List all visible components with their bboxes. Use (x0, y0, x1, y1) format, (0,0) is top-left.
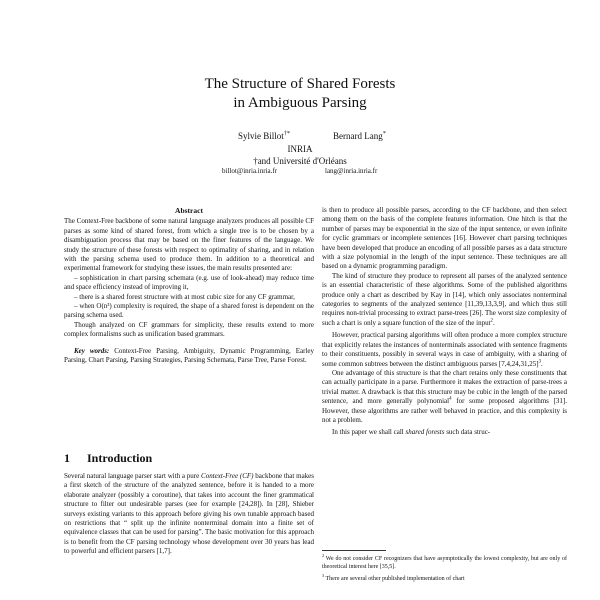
body-paragraph-3-text: However, practical parsing algorithms will often produce a more complex structure that explicitly relates the instances of nonterminals associated with sentence fragments to their constituents, possibly in several ways in case of ambiguity, with a sharing of some common subtrees between the distinct ambiguous parses [7,4,24,31,25] (322, 331, 567, 368)
author-1-mark: †* (283, 130, 291, 137)
introduction-paragraph-1 (64, 472, 314, 557)
body-paragraph-4 (322, 369, 567, 425)
paper-title-line-2: in Ambiguous Parsing (233, 95, 367, 111)
body-paragraph-4-end: for some proposed algorithms [31]. However, these algorithms are rather well behaved in practice, and this complexity is not a problem. (322, 397, 567, 424)
author-2-mark: * (382, 130, 386, 137)
shared-forests-term: shared forests (405, 428, 445, 437)
body-paragraph-2-text: The kind of structure they produce to represent all parses of the analyzed sentence is an essential characteristic of these algorithms. Some of the published algorithms produce only a chart as described by Kay in [14], which only associates nonterminal categories to segments of the analyzed sentence [11,39,13,3,9], and which thus still requires non-trivial processing to extract parse-trees [26]. The worst size complexity of such a chart is only a square function of the size of the input (322, 271, 567, 327)
section-title: Introduction (87, 451, 153, 465)
body-paragraph-3: However, practical parsing algorithms will often produce a more complex structure that explicitly relates the instances of nonterminals associated with sentence fragments to their constituents, possibly in several ways in case of ambiguity, with a sharing of some common subtrees between the distinct ambiguous parses $[7,4,24,31,25]^3$. (322, 331, 567, 368)
abstract-bullet-3-start: – when (74, 302, 97, 311)
footnote-3-text: There are several other published implementation of chart (325, 575, 465, 582)
abstract-heading: Abstract (175, 206, 203, 215)
intro-text-start: Several natural language parser start with a pure (64, 472, 202, 480)
intro-emphasis: Context-Free (CF) (201, 472, 254, 480)
footnote-2-mark: 2 (322, 553, 325, 558)
author-2-name: Bernard Lang (333, 131, 383, 141)
footnotes (322, 555, 567, 583)
abstract-paragraph-2: Though analyzed on CF grammars for simplicity, these results extend to more complex formalisms such as unification based grammars. (64, 320, 314, 339)
abstract-paragraph-1: The Context-Free backbone of some natural language analyzers produces all possible CF parses as some kind of shared forest, from which a single tree is to be chosen by a disambiguation process that may be based on the finer features of the language. We study the structure of these forests with respect to optimality of sharing, and in relation with the parsing schema used to produce them. In addition to a theoretical and experimental framework for studying these issues, the main results presented are: (64, 217, 314, 273)
author-2 (333, 131, 386, 141)
email-2: lang@inria.inria.fr (325, 167, 378, 175)
abstract-bullet-2: – there is a shared forest structure with at most cubic size for any CF grammar, (74, 292, 295, 301)
affiliation-inria: INRIA (287, 144, 313, 154)
right-column (322, 206, 567, 438)
introduction-heading (64, 451, 152, 466)
body-paragraph-2: The kind of structure they produce to represent all parses of the analyzed sentence is an essential characteristic of these algorithms. Some of the published algorithms produce only a chart as described by Kay in [14], which only associates nonterminal categories to segments of the analyzed sentence [11,39,13,3,9], and which thus still requires non-trivial processing to extract parse-trees [26]. The worst size complexity of such a chart is only a square function of the size of the input$^2$. (322, 271, 567, 327)
body-paragraph-1: is then to produce all possible parses, according to the CF backbone, and then select among them on the basis of the complete features information. One hitch is that the number of parses may be exponential in the size of the input sentence, or even infinite for cyclic grammars or incomplete sentences [16]. However chart parsing techniques have been developed that produce an encoding of all possible parses as a data structure with a size polynomial in the length of the input sentence. These techniques are all based on a dynamic programming paradigm. (322, 206, 567, 271)
abstract-bullet-1: – sophistication in chart parsing schemata (e.g. use of look-ahead) may reduce time and space efficiency instead of improving it, (64, 273, 314, 292)
keywords-label: Key words: (74, 346, 110, 355)
abstract-bullet-3 (64, 302, 314, 321)
abstract-section (64, 206, 314, 366)
affiliation-orleans: †and Université d'Orléans (253, 156, 347, 166)
footnote-2 (322, 555, 567, 572)
footnote-ref-4: 4 (449, 396, 452, 402)
body-paragraph-5-end: such data struc- (444, 428, 491, 437)
footnote-ref-2: 2 (490, 318, 493, 324)
author-emails (0, 167, 600, 178)
keywords-list: Context-Free Parsing, Ambiguity, Dynamic Programming, Earley Parsing, Chart Parsing, Parsing Strategies, Parsing Schemata, Parse Tree, Parse Forest. (64, 346, 314, 365)
email-1: billot@inria.inria.fr (222, 167, 278, 175)
paper-title-line-1: The Structure of Shared Forests (204, 76, 396, 92)
body-paragraph-5 (322, 428, 567, 437)
body-paragraph-5-start: In this paper we shall call (332, 428, 406, 437)
complexity-formula: O(n³) (96, 302, 112, 311)
body-paragraph-4-start: One advantage of this structure is that the chart retains only these constituents that can actually participate in a parse. Furthermore it makes the extraction of parse-trees a trivial matter. A drawback is that this structure may be cubic in the length of the parsed sentence, and more generally polynomial (322, 368, 567, 406)
author-1-name: Sylvie Billot (238, 131, 284, 141)
author-1 (238, 131, 290, 141)
footnote-ref-3: 3 (538, 359, 542, 365)
footnote-2-text: We do not consider CF recognizers that have asymptotically the lowest complexity, but are only of theoretical interest here [35,5]. (322, 556, 567, 571)
abstract-bullet-3-end: complexity is required, the shape of a shared forest is dependent on the parsing schema used. (64, 302, 314, 320)
footnote-divider (322, 550, 386, 551)
introduction-body (64, 472, 314, 557)
keywords-paragraph (64, 347, 314, 366)
section-number: 1 (64, 451, 70, 465)
footnote-3-mark: 3 (322, 572, 325, 578)
intro-text-rest: backbone that makes a first sketch of the structure of the analyzed sentence, before it is handed to a more elaborate analyzer (possibly a coroutine), that takes into account the finer grammatical structure to filter out undesirable parses (see for example [24,28]). In [28], Shieber surveys existing variants to this approach before giving his own tunable approach based on restrictions that “ split up the infinite nonterminal domain into a finite set of equivalence classes that can be used for parsing”. The basic motivation for this approach is to benefit from the CF parsing technology whose development over 30 years has lead to powerful and efficient parsers [1,7]. (64, 472, 315, 556)
footnote-3 (322, 572, 567, 583)
